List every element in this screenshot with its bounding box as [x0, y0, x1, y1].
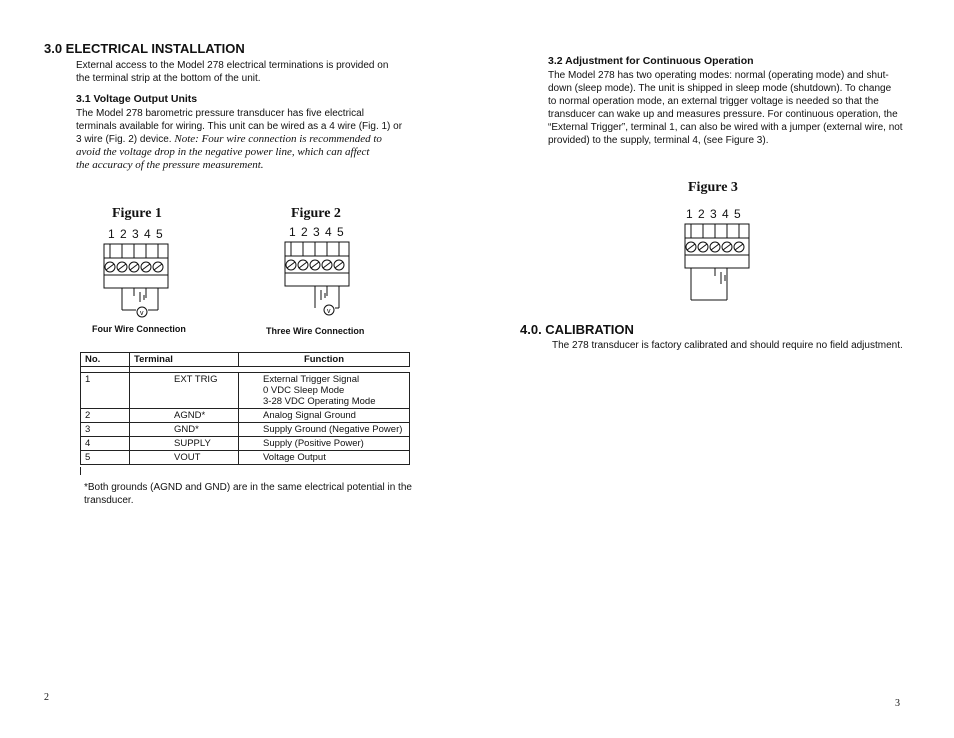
table-row — [81, 451, 410, 465]
figure2-title: Figure 2 — [291, 206, 341, 221]
cell-terminal: AGND* — [130, 409, 239, 423]
figure2-wiring-diagram — [281, 238, 353, 320]
footnote: *Both grounds (AGND and GND) are in the same electrical potential in the transducer. — [84, 482, 412, 506]
cell-no: 3 — [81, 423, 130, 437]
header-terminal: Terminal — [130, 353, 239, 367]
table-row — [81, 423, 410, 437]
cell-function: Supply Ground (Negative Power) — [239, 423, 410, 437]
section-intro: External access to the Model 278 electrical terminations is provided on the terminal strip at the bottom of the unit. — [76, 60, 389, 84]
note-text: Note: Four wire connection is recommended to — [174, 133, 382, 145]
figure3-title: Figure 3 — [688, 180, 738, 195]
table-row — [81, 409, 410, 423]
cell-function: Voltage Output — [239, 451, 410, 465]
cell-terminal: SUPPLY — [130, 437, 239, 451]
cell-no: 5 — [81, 451, 130, 465]
figure1-caption: Four Wire Connection — [92, 324, 186, 334]
svg-text:v: v — [327, 308, 331, 315]
cell-function: Supply (Positive Power) — [239, 437, 410, 451]
figure2-caption: Three Wire Connection — [266, 326, 365, 336]
figure1-title: Figure 1 — [112, 206, 162, 221]
cell-terminal: VOUT — [130, 451, 239, 465]
section-title: 3.0 ELECTRICAL INSTALLATION — [44, 41, 245, 56]
page-number-right: 3 — [895, 698, 900, 709]
figure2-terminal-numbers: 1 2 3 4 5 — [289, 225, 345, 239]
cell-no: 2 — [81, 409, 130, 423]
cell-terminal: EXT TRIG — [130, 373, 239, 409]
subsection-3-2-text: The Model 278 has two operating modes: normal (operating mode) and shut- down (sleep mode). The unit is shipped in sleep mode (shutdown). To change to normal operation mode, an external trigger voltage is needed so that the transducer can wake up and measures pressure. For continuous operation, the “External Trigger”, terminal 1, can also be wired with a jumper (external wire, not provided) to the supply, terminal 4, (see Figure 3). — [548, 70, 903, 146]
table-row — [81, 437, 410, 451]
cell-no: 4 — [81, 437, 130, 451]
cell-function: Analog Signal Ground — [239, 409, 410, 423]
subsection-3-1-text: The Model 278 barometric pressure transducer has five electrical terminals available for wiring. This unit can be wired as a 4 wire (Fig. 1) or 3 wire (Fig. 2) device. Note: Four wire connection is recommended to avoid the voltage drop in the negative power line, which can affect the accuracy of the pressure measurement. — [76, 108, 403, 171]
cell-no: 1 — [81, 373, 130, 409]
subsection-3-1-title: 3.1 Voltage Output Units — [76, 93, 198, 105]
cell-function: External Trigger Signal 0 VDC Sleep Mode 3-28 VDC Operating Mode — [239, 373, 410, 409]
header-no: No. — [81, 353, 130, 367]
calibration-title: 4.0. CALIBRATION — [520, 322, 634, 337]
figure3-wiring-diagram — [681, 220, 753, 304]
calibration-text: The 278 transducer is factory calibrated and should require no field adjustment. — [552, 340, 903, 351]
svg-text:v: v — [140, 310, 144, 317]
table-row — [81, 373, 410, 409]
subsection-3-2-title: 3.2 Adjustment for Continuous Operation — [548, 55, 754, 67]
cell-terminal: GND* — [130, 423, 239, 437]
terminal-table — [80, 352, 410, 465]
page-number-left: 2 — [44, 692, 49, 703]
header-function: Function — [239, 353, 410, 367]
figure1-wiring-diagram — [100, 240, 172, 322]
figure1-terminal-numbers: 1 2 3 4 5 — [108, 227, 164, 241]
table-tick — [80, 467, 81, 475]
figure3-terminal-numbers: 1 2 3 4 5 — [686, 207, 742, 221]
